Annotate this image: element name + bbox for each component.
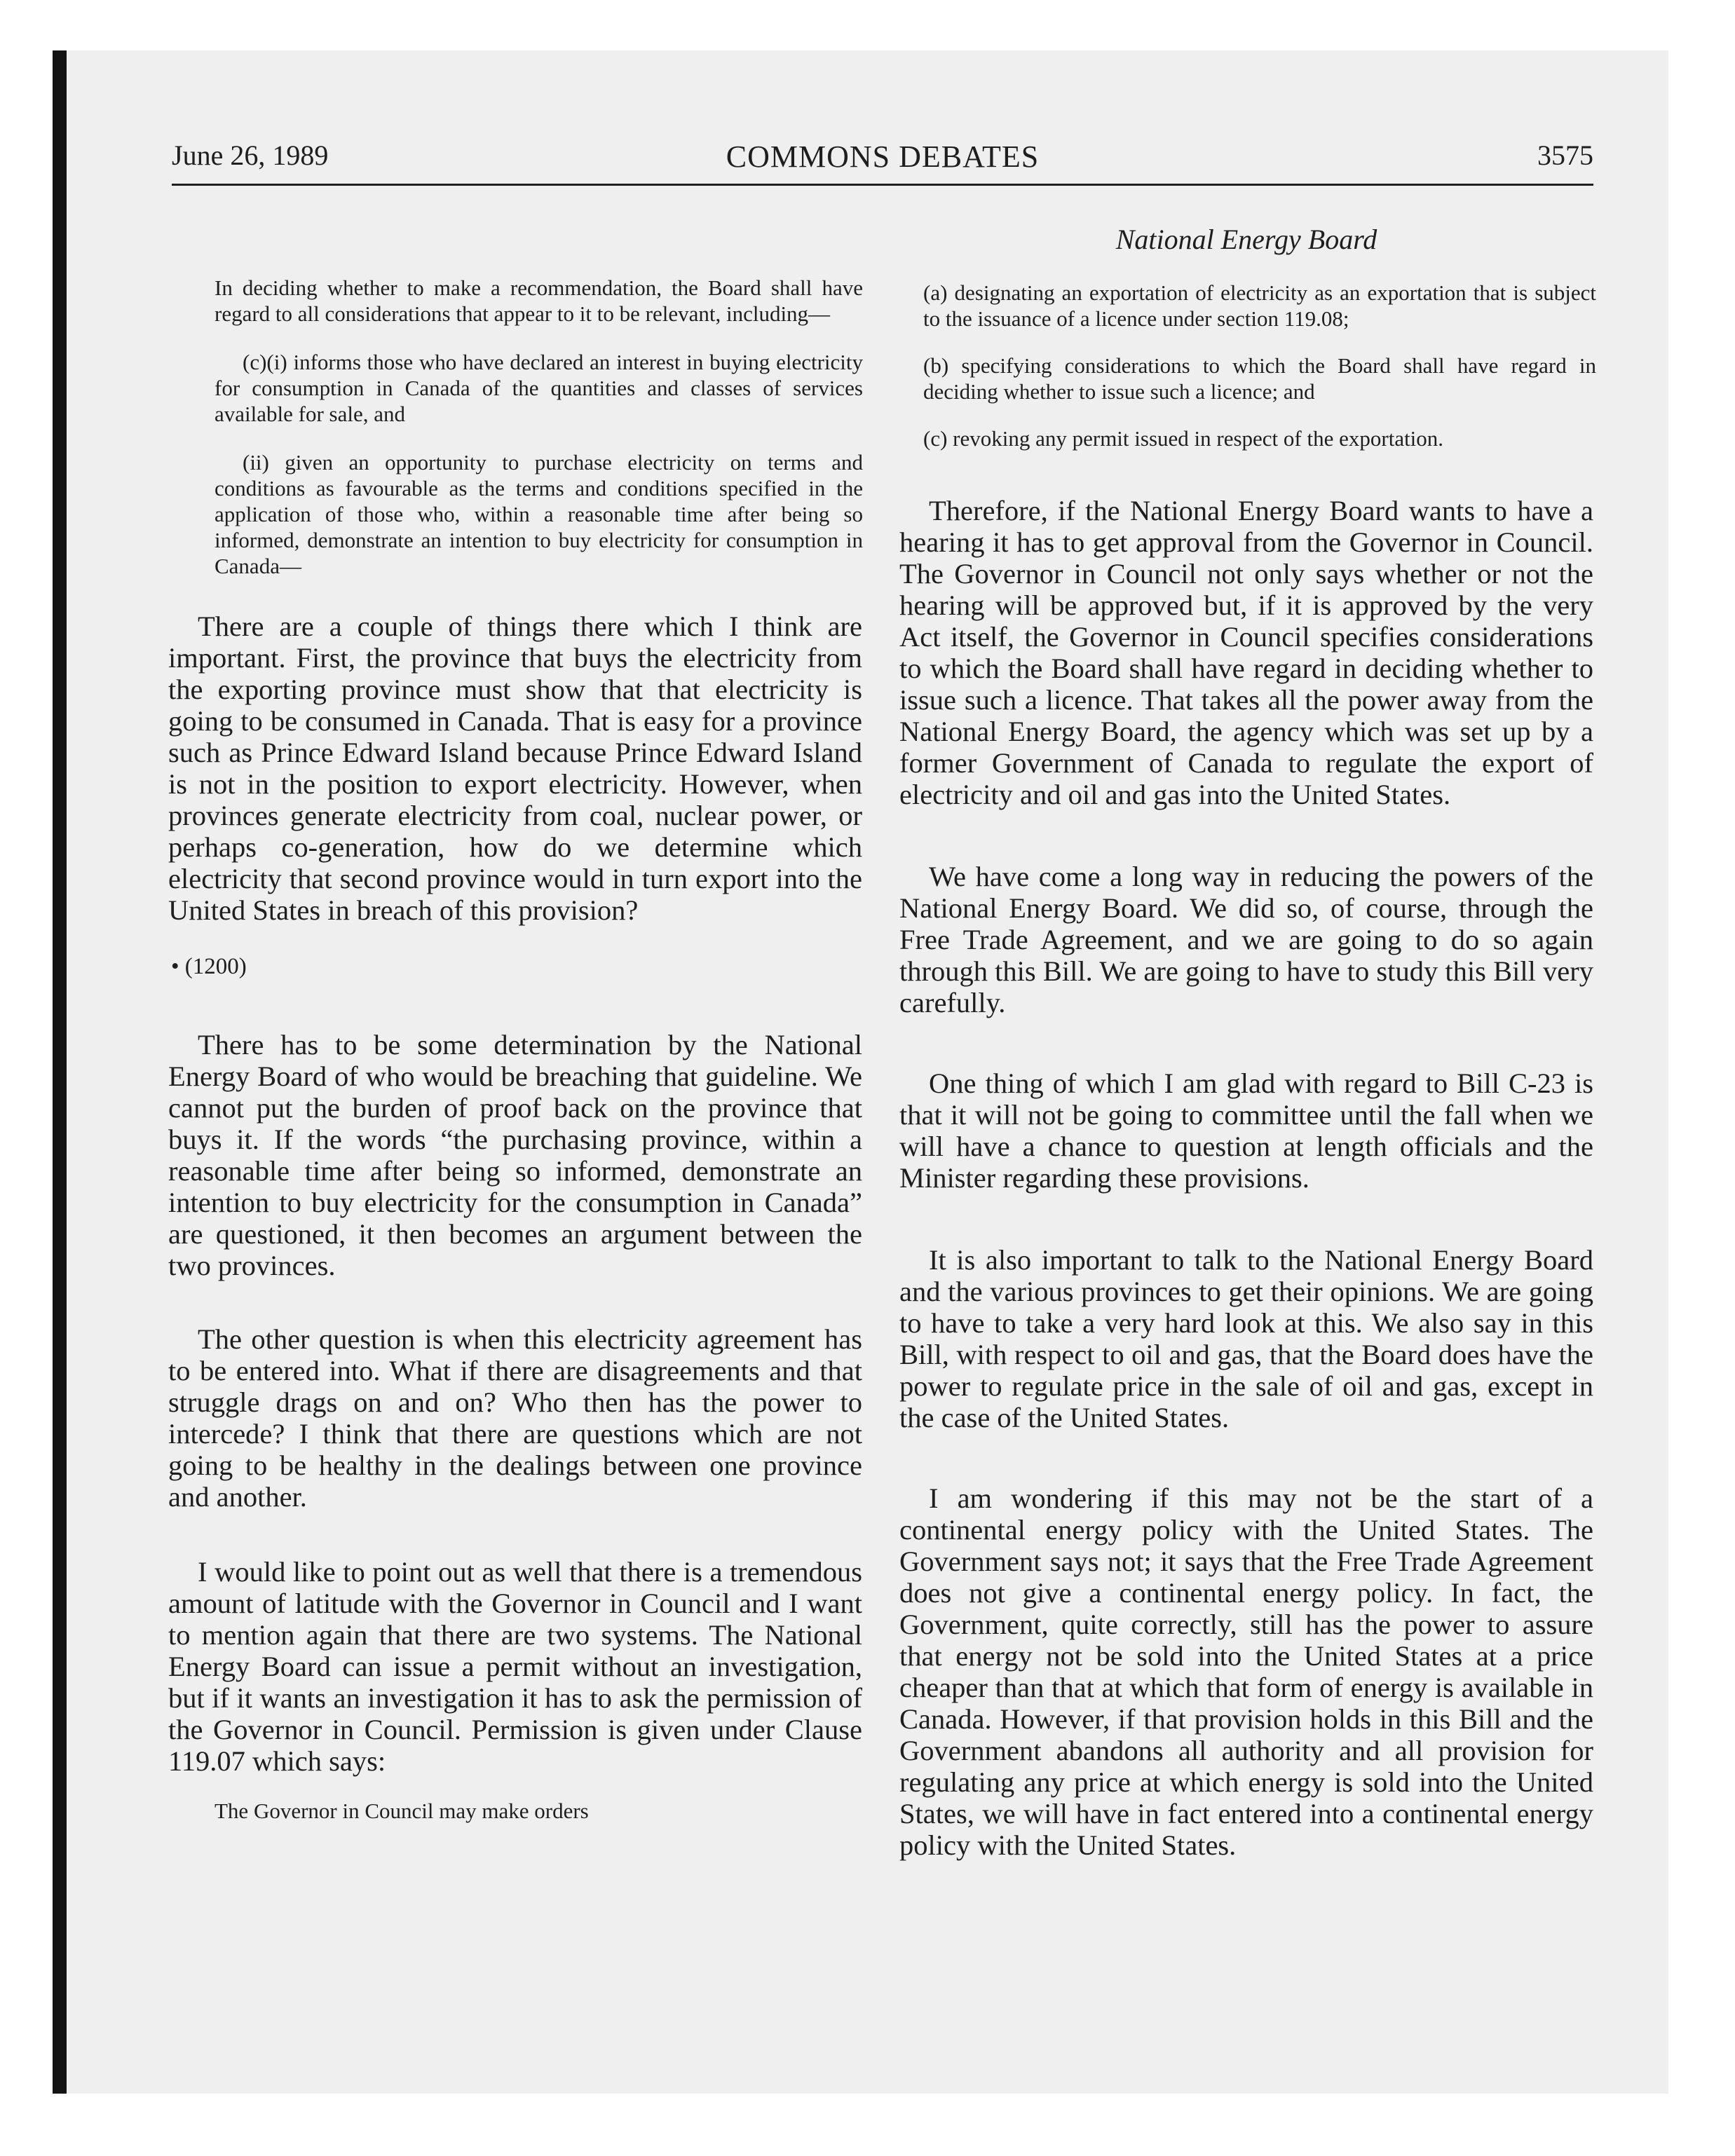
time-marker: • (1200) — [171, 954, 247, 979]
header-page-number: 3575 — [1537, 139, 1593, 171]
right-paragraph-4: It is also important to talk to the National Energy Board and the various provinces to get their opinions. We are going to have to take a very hard look at this. We also say in this Bill, with respect to oil and gas, that the Board does have the power to regulate price in the sale of oil and gas, except in the case of the United States. — [899, 1244, 1593, 1433]
quote-a: (a) designating an exportation of electricity as an exportation that is subject to the issuance of a licence under section 119.08; — [923, 280, 1596, 331]
page-header — [172, 139, 1593, 181]
right-paragraph-1: Therefore, if the National Energy Board wants to have a hearing it has to get approval from the Governor in Council. The Governor in Council not only says whether or not the hearing will be approved but, if it is approved by the very Act itself, the Governor in Council specifies considerations to which the Board shall have regard in deciding whether to issue such a licence. That takes all the power away from the National Energy Board, the agency which was set up by a former Government of Canada to regulate the export of electricity and oil and gas into the United States. — [899, 495, 1593, 810]
header-title: COMMONS DEBATES — [726, 139, 1040, 174]
right-column — [899, 210, 1596, 1861]
left-paragraph-3: The other question is when this electricity agreement has to be entered into. What if there are disagreements and that struggle drags on and on? Who then has the power to intercede? I think that there are questions which are not going to be healthy in the dealings between one province and another. — [168, 1323, 862, 1513]
quote-c-i: (c)(i) informs those who have declared an interest in buying electricity for consumption in Canada of the quantities and classes of services available for sale, and — [215, 350, 863, 426]
quote-end: The Governor in Council may make orders — [215, 1799, 589, 1823]
left-paragraph-1: There are a couple of things there which I think are important. First, the province that buys the electricity from the exporting province must show that that electricity is going to be consumed in Canada. That is easy for a province such as Prince Edward Island because Prince Edward Island is not in the position to export electricity. However, when provinces generate electricity from coal, nuclear power, or perhaps co-generation, how do we determine which electricity that second province would in turn export into the United States in breach of this provision? — [168, 610, 862, 926]
quote-b: (b) specifying considerations to which the Board shall have regard in deciding whether to issue such a licence; and — [923, 353, 1596, 404]
scan-edge — [53, 50, 67, 2094]
header-date: June 26, 1989 — [172, 139, 329, 171]
header-rule — [172, 184, 1593, 186]
left-paragraph-2: There has to be some determination by the National Energy Board of who would be breaching that guideline. We cannot put the burden of proof back on the province that buys it. If the words “the purchasing province, within a reasonable time after being so informed, demonstrate an intention to buy electricity for the consumption in Canada” are questioned, it then becomes an argument between the two provinces. — [168, 1029, 862, 1281]
quote-c: (c) revoking any permit issued in respect of the exportation. — [923, 426, 1444, 451]
right-paragraph-3: One thing of which I am glad with regard to Bill C-23 is that it will not be going to committee until the fall when we will have a chance to question at length officials and the Minister regarding these provisions. — [899, 1067, 1593, 1194]
quote-ii: (ii) given an opportunity to purchase electricity on terms and conditions as favourable as the terms and conditions specified in the application of those who, within a reasonable time after being so informed, demonstrate an intention to buy electricity for consumption in Canada— — [215, 450, 863, 578]
left-paragraph-4: I would like to point out as well that there is a tremendous amount of latitude with the Governor in Council and I want to mention again that there are two systems. The National Energy Board can issue a permit without an investigation, but if it wants an investigation it has to ask the permission of the Governor in Council. Permission is given under Clause 119.07 which says: — [168, 1556, 862, 1777]
quote-intro: In deciding whether to make a recommendation, the Board shall have regard to all considerations that appear to it to be relevant, including— — [215, 275, 863, 326]
right-paragraph-5: I am wondering if this may not be the start of a continental energy policy with the United States. The Government says not; it says that the Free Trade Agreement does not give a continental energy policy. In fact, the Government, quite correctly, still has the power to assure that energy not be sold into the United States at a price cheaper than that at which that form of energy is available in Canada. However, if that provision holds in this Bill and the Government abandons all authority and all provision for regulating any price at which energy is sold into the United States, we will have in fact entered into a continental energy policy with the United States. — [899, 1482, 1593, 1861]
left-column — [168, 210, 862, 1824]
running-head: National Energy Board — [1115, 224, 1377, 255]
right-paragraph-2: We have come a long way in reducing the powers of the National Energy Board. We did so, of course, through the Free Trade Agreement, and we are going to do so again through this Bill. We are going to have to study this Bill very carefully. — [899, 861, 1593, 1018]
